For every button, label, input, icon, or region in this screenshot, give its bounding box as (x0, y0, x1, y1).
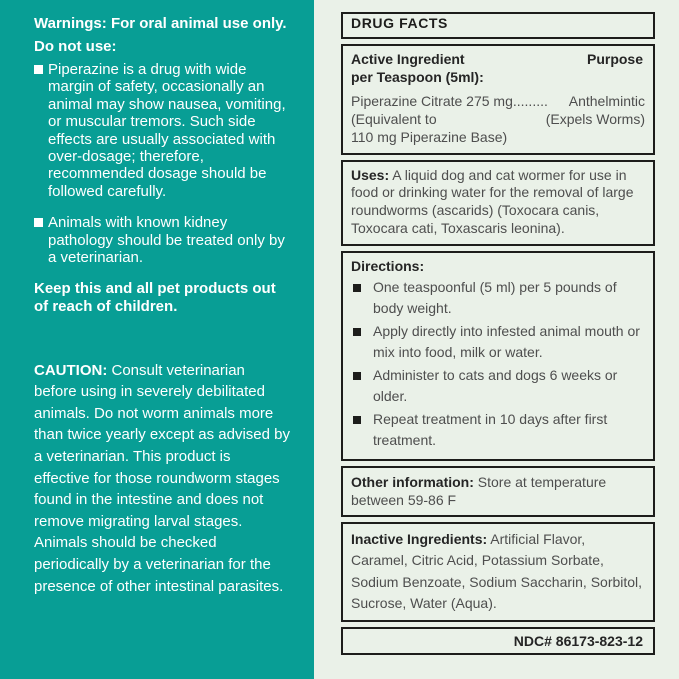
uses-text: A liquid dog and cat wormer for use in food or drinking water for the removal of large roundworms (ascarids) (Toxocara canis, Toxocara cati, Toxascaris leonina). (351, 166, 634, 236)
caution-paragraph (34, 360, 290, 598)
caution-text: Consult veterinarian before using in severely debilitated animals. Do not worm animals more than twice yearly except as advised by a veterinarian. This product is effective for those roundworm stages found in the intestine and does not remove migrating larval stages. Animals should be checked periodically by a veterinarian for the presence of other intestinal parasites. (34, 361, 290, 595)
bullet-square-icon (353, 372, 361, 380)
direction-text: Repeat treatment in 10 days after first treatment. (373, 410, 608, 448)
warning-bullet-item (34, 214, 290, 266)
directions-label: Directions: (351, 257, 425, 274)
keep-out-of-reach-text: Keep this and all pet products out of reach of children. (34, 280, 276, 315)
ndc-number: NDC# 86173-823-12 (341, 627, 655, 655)
direction-text: Administer to cats and dogs 6 weeks or older. (373, 366, 618, 404)
ingredient-line (351, 92, 645, 110)
drug-facts-header: DRUG FACTS (341, 12, 655, 39)
leader-dots: ......... (512, 93, 548, 109)
bullet-square-icon (353, 284, 361, 292)
active-ingredient-box (341, 44, 655, 155)
inactive-ingredients-box (341, 522, 655, 622)
direction-item (351, 409, 645, 451)
uses-label: Uses: (351, 166, 390, 183)
do-not-use-heading: Do not use: (34, 38, 117, 55)
purpose-heading: Purpose (586, 51, 643, 67)
warnings-panel (0, 0, 314, 679)
warning-bullet-item (34, 61, 290, 200)
direction-text: Apply directly into infested animal mouth or mix into food, milk or water. (373, 322, 640, 360)
directions-box (341, 251, 655, 461)
ingredient-purpose: Anthelmintic (568, 93, 645, 109)
bullet-square-icon (353, 416, 361, 424)
other-information-box (341, 466, 655, 517)
direction-item (351, 321, 645, 363)
piperazine-base-text: 110 mg Piperazine Base) (351, 129, 508, 146)
drug-facts-panel (341, 12, 655, 660)
bullet-square-icon (34, 65, 43, 74)
inactive-ingredients-label: Inactive Ingredients: (351, 531, 488, 547)
direction-text: One teaspoonful (5 ml) per 5 pounds of body weight. (373, 278, 617, 316)
warning-bullet-text: Animals with known kidney pathology should be treated only by a veterinarian. (48, 214, 285, 266)
warnings-title: Warnings: For oral animal use only. (34, 15, 287, 32)
other-information-text: Store at temperature between 59-86 F (351, 473, 607, 508)
equivalent-text: (Equivalent to (351, 111, 437, 128)
caution-label: CAUTION: (34, 361, 108, 379)
direction-item (351, 277, 645, 319)
inactive-ingredients-text: Artificial Flavor, Caramel, Citric Acid, Potassium Sorbate, Sodium Benzoate, Sodium Saccharin, Sorbitol, Sucrose, Water (Aqua). (351, 531, 643, 611)
active-ingredient-heading: Active Ingredient per Teaspoon (5ml): (351, 51, 484, 85)
bullet-square-icon (34, 218, 43, 227)
ingredient-name: Piperazine Citrate 275 mg (351, 93, 513, 109)
other-information-label: Other information: (351, 473, 474, 490)
direction-item (351, 365, 645, 407)
warning-bullet-text: Piperazine is a drug with wide margin of safety, occasionally an animal may show nausea, vomiting, or muscular tremors. Such side effects are usually associated with over-dosage; therefore, recommended dosage should be followed carefully. (48, 61, 286, 200)
uses-box (341, 160, 655, 246)
expels-worms-text: (Expels Worms) (545, 111, 645, 128)
bullet-square-icon (353, 328, 361, 336)
